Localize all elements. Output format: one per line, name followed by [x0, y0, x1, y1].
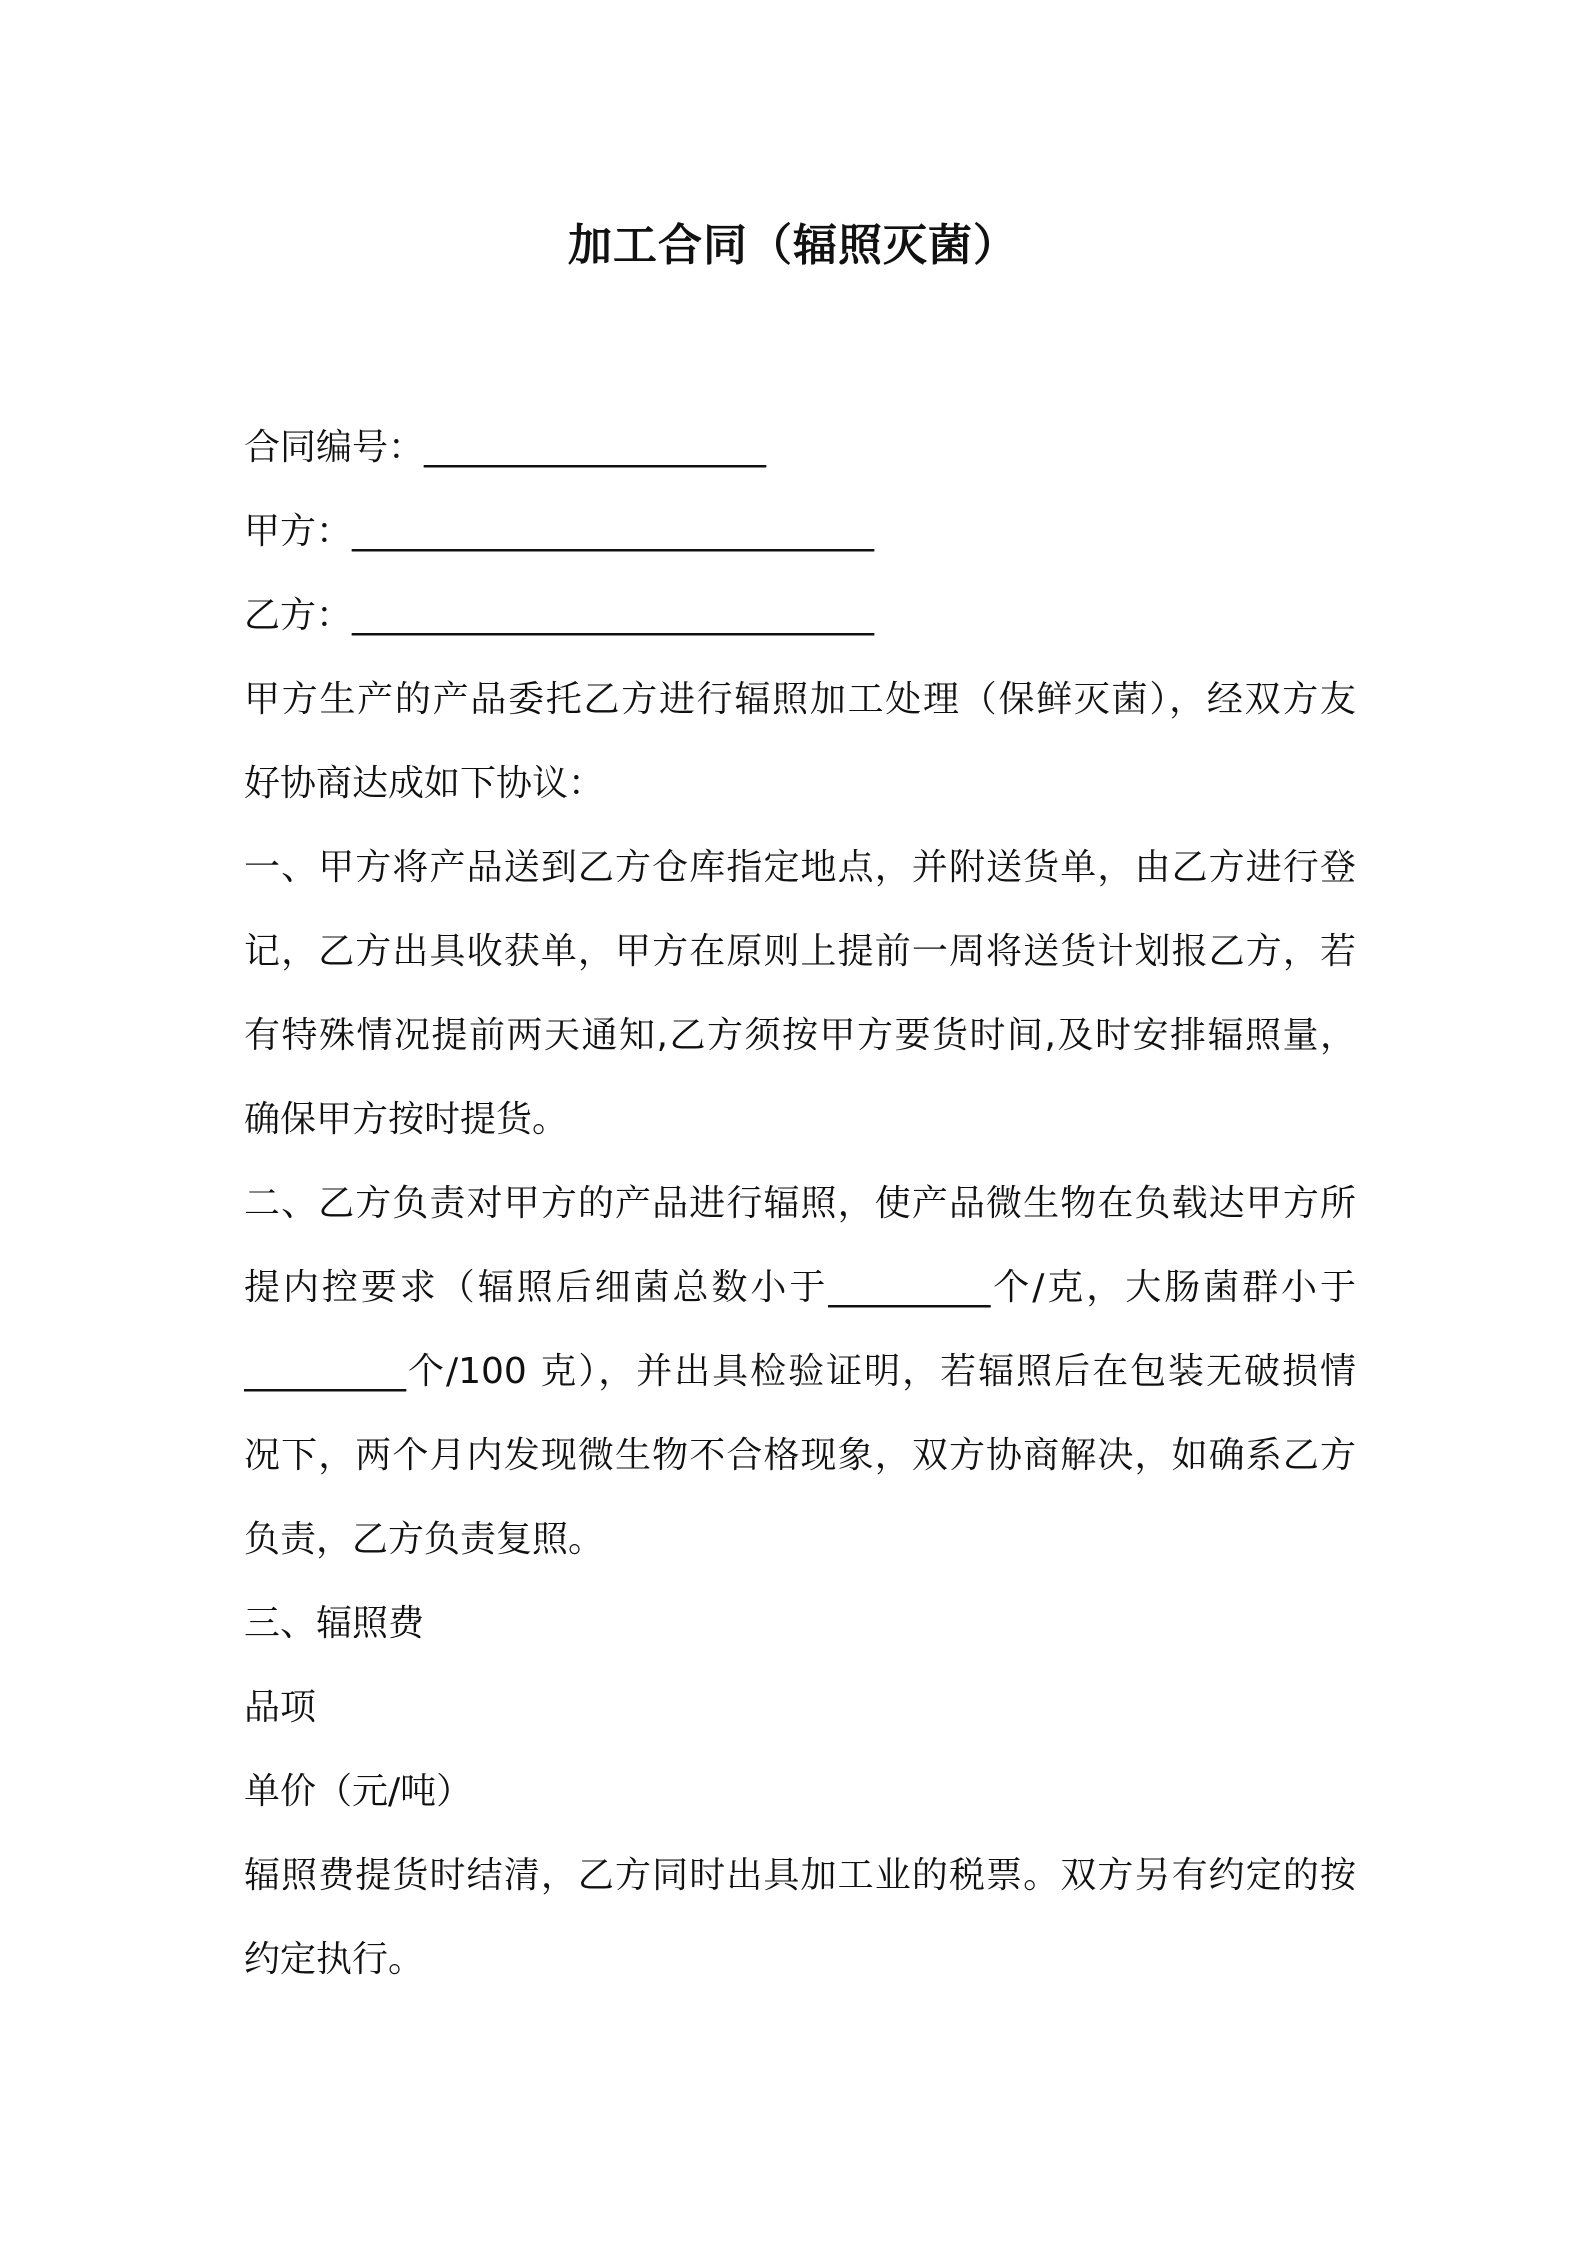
- clause-one-line: 记，乙方出具收获单，甲方在原则上提前一周将送货计划报乙方，若: [244, 931, 1356, 972]
- contract-number-field: 合同编号：___________________: [244, 427, 767, 468]
- clause-two-line: 况下，两个月内发现微生物不合格现象，双方协商解决，如确系乙方: [244, 1435, 1356, 1476]
- party-a-field: 甲方：_____________________________: [244, 511, 875, 552]
- intro-paragraph-line: 好协商达成如下协议：: [244, 763, 605, 804]
- intro-paragraph-line: 甲方生产的产品委托乙方进行辐照加工处理（保鲜灭菌），经双方友: [244, 679, 1356, 720]
- clause-one-line: 一、甲方将产品送到乙方仓库指定地点，并附送货单，由乙方进行登: [244, 847, 1356, 888]
- party-b-field: 乙方：_____________________________: [244, 595, 875, 636]
- clause-two-line: 提内控要求（辐照后细菌总数小于_________个/克，大肠菌群小于: [244, 1267, 1356, 1308]
- clause-two-line: 负责，乙方负责复照。: [244, 1519, 605, 1560]
- document-body: [244, 406, 1356, 2002]
- clause-three-heading: 三、辐照费: [244, 1603, 425, 1644]
- clause-one-line: 有特殊情况提前两天通知,乙方须按甲方要货时间,及时安排辐照量，: [244, 1015, 1356, 1056]
- document-title: 加工合同（辐照灭菌）: [568, 220, 1018, 271]
- unit-price-label: 单价（元/吨）: [244, 1771, 473, 1812]
- clause-two-line: 二、乙方负责对甲方的产品进行辐照，使产品微生物在负载达甲方所: [244, 1183, 1356, 1224]
- payment-terms-line: 辐照费提货时结清，乙方同时出具加工业的税票。双方另有约定的按: [244, 1855, 1356, 1896]
- clause-one-line: 确保甲方按时提货。: [244, 1099, 569, 1140]
- clause-two-line: _________个/100 克），并出具检验证明，若辐照后在包装无破损情: [244, 1351, 1356, 1392]
- payment-terms-line: 约定执行。: [244, 1939, 425, 1980]
- item-label: 品项: [244, 1687, 317, 1728]
